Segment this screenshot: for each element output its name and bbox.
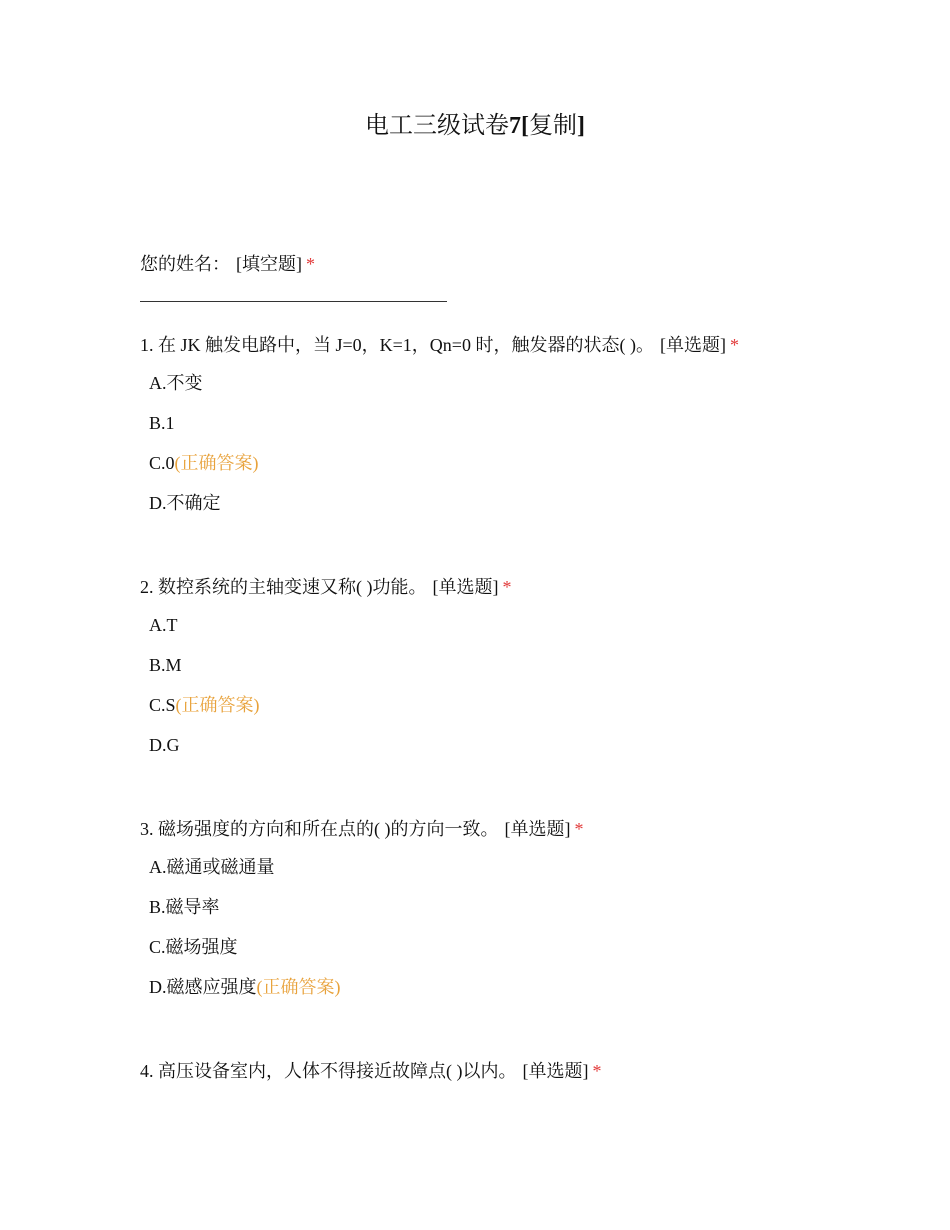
option-c[interactable] xyxy=(149,935,900,959)
correct-answer-marker: (正确答案) xyxy=(256,977,341,997)
option-list xyxy=(140,613,900,757)
required-mark: * xyxy=(592,1061,602,1081)
name-answer-line[interactable] xyxy=(140,301,447,302)
option-b[interactable] xyxy=(149,411,900,435)
option-d[interactable] xyxy=(149,733,900,757)
option-list xyxy=(140,855,900,999)
required-mark: * xyxy=(574,819,584,839)
option-c[interactable] xyxy=(149,451,900,475)
option-label: B.1 xyxy=(149,413,175,433)
question-type-label: [单选题] xyxy=(522,1061,589,1081)
question-type-label: [单选题] xyxy=(432,577,499,597)
option-c[interactable] xyxy=(149,693,900,717)
correct-answer-marker: (正确答案) xyxy=(175,695,260,715)
page-title xyxy=(0,110,950,142)
question-stem: 2. 数控系统的主轴变速又称( )功能。 xyxy=(140,577,427,597)
name-label: 您的姓名： xyxy=(140,254,230,274)
title-bracket-close: ] xyxy=(577,113,585,139)
option-label: B.磁导率 xyxy=(149,897,220,917)
question-type-label: [单选题] xyxy=(504,819,571,839)
option-list xyxy=(140,371,900,515)
option-label: C.磁场强度 xyxy=(149,937,238,957)
question-1 xyxy=(140,333,900,531)
title-suffix: 复制 xyxy=(529,113,577,139)
option-label: A.磁通或磁通量 xyxy=(149,857,275,877)
question-stem: 3. 磁场强度的方向和所在点的( )的方向一致。 xyxy=(140,819,499,839)
question-type-label: [单选题] xyxy=(659,335,726,355)
question-text xyxy=(140,817,900,841)
title-number: 7 xyxy=(509,113,521,139)
question-text xyxy=(140,575,900,599)
correct-answer-marker: (正确答案) xyxy=(174,453,259,473)
option-d[interactable] xyxy=(149,491,900,515)
option-label: B.M xyxy=(149,655,182,675)
question-4 xyxy=(140,1059,900,1083)
option-b[interactable] xyxy=(149,895,900,919)
name-question-text xyxy=(140,252,900,276)
required-mark: * xyxy=(502,577,512,597)
option-label: D.磁感应强度 xyxy=(149,977,257,997)
title-prefix: 电工三级试卷 xyxy=(365,113,509,139)
option-label: C.0 xyxy=(149,453,175,473)
option-label: A.T xyxy=(149,615,178,635)
option-label: D.不确定 xyxy=(149,493,221,513)
name-question xyxy=(140,252,900,302)
question-text xyxy=(140,1059,900,1083)
title-bracket-open: [ xyxy=(521,113,529,139)
required-mark: * xyxy=(306,254,315,274)
question-2 xyxy=(140,575,900,773)
option-a[interactable] xyxy=(149,371,900,395)
option-label: C.S xyxy=(149,695,176,715)
option-a[interactable] xyxy=(149,855,900,879)
question-type-label: [填空题] xyxy=(236,254,302,274)
required-mark: * xyxy=(729,335,739,355)
option-label: D.G xyxy=(149,735,180,755)
option-d[interactable] xyxy=(149,975,900,999)
option-a[interactable] xyxy=(149,613,900,637)
question-3 xyxy=(140,817,900,1015)
option-b[interactable] xyxy=(149,653,900,677)
question-text xyxy=(140,333,900,357)
question-stem: 1. 在 JK 触发电路中，当 J=0，K=1，Qn=0 时，触发器的状态( )。 xyxy=(140,335,654,355)
option-label: A.不变 xyxy=(149,373,203,393)
question-stem: 4. 高压设备室内，人体不得接近故障点( )以内。 xyxy=(140,1061,517,1081)
